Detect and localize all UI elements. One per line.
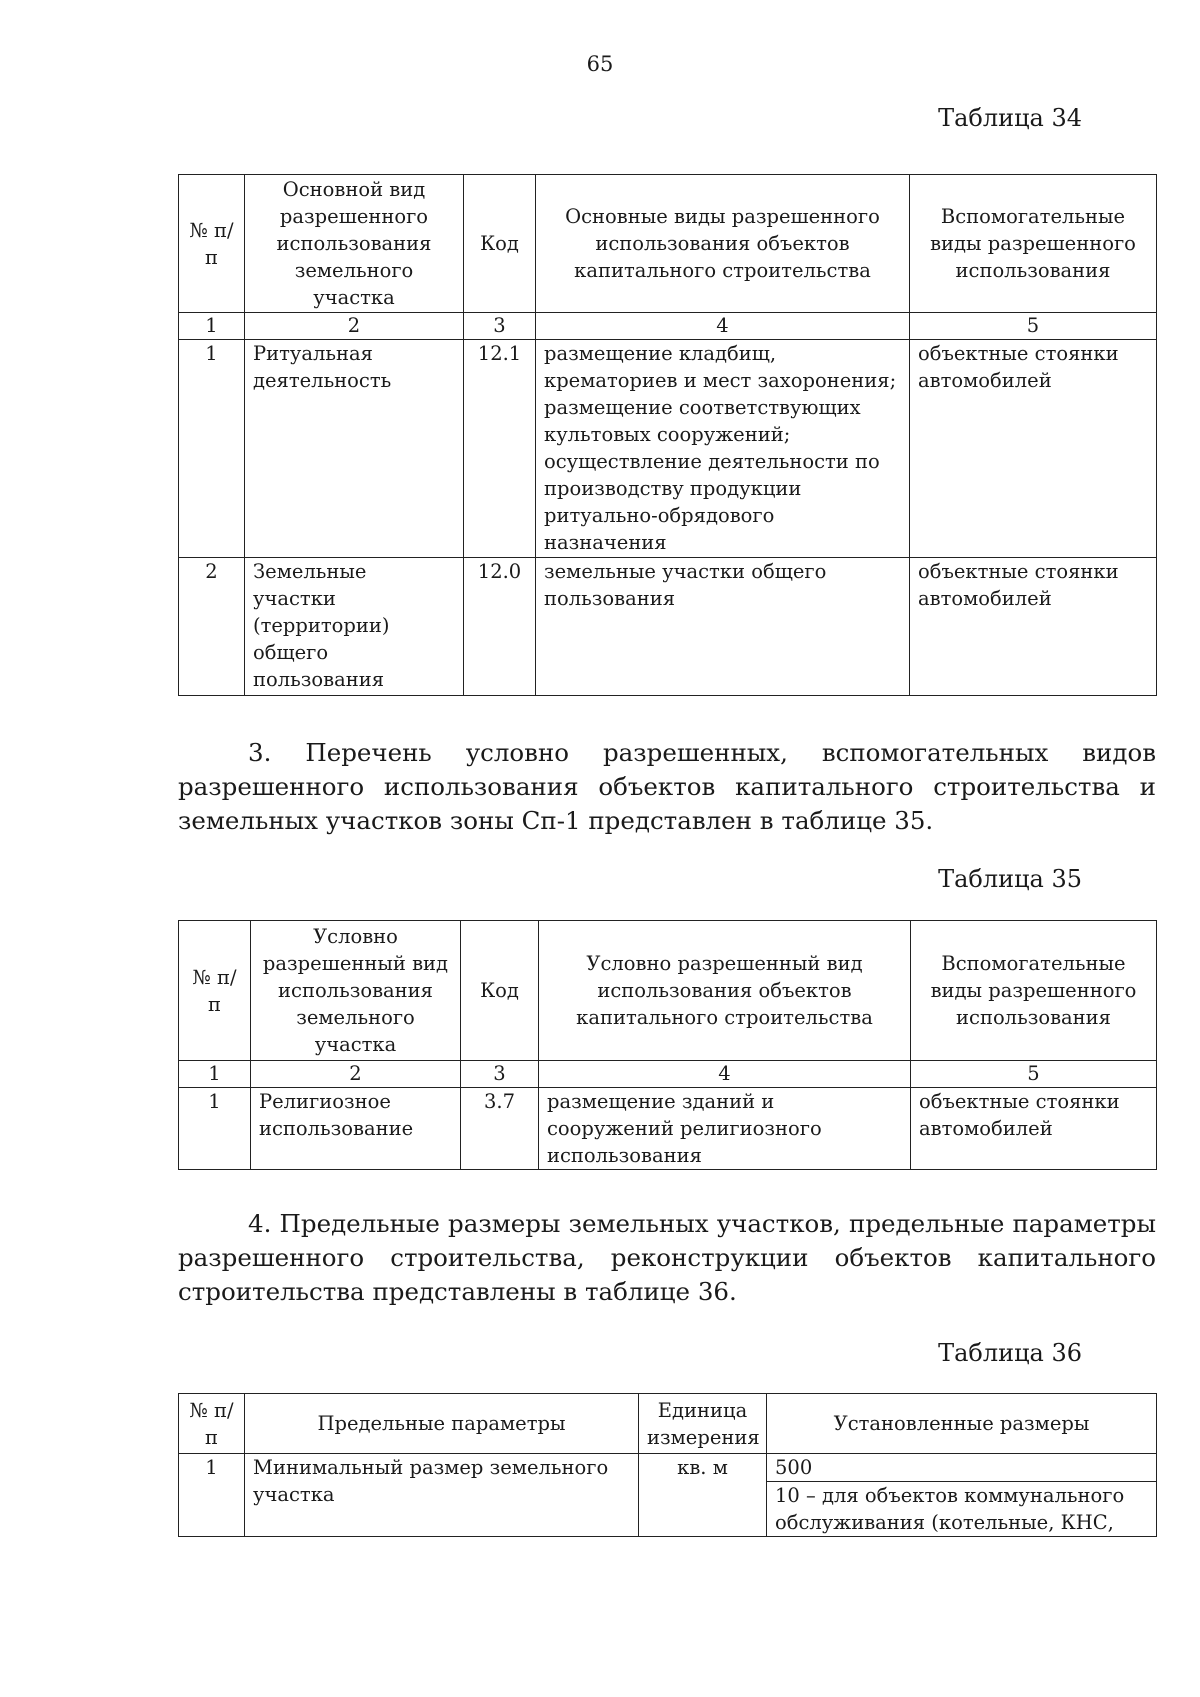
row-number: 1	[179, 1088, 251, 1170]
table-row	[179, 340, 1157, 558]
unit: кв. м	[639, 1454, 767, 1537]
table-row	[179, 1454, 1157, 1482]
land-use-kind: Земельные участки (территории) общего пользования	[245, 558, 464, 696]
header-auxiliary-use: Вспомогательные виды разрешенного использования	[910, 175, 1157, 313]
use-code: 12.1	[464, 340, 536, 558]
paragraph-3: 3. Перечень условно разрешенных, вспомогательных видов разрешенного использования объектов капитального строительства и земельных участков зоны Сп-1 представлен в таблице 35.	[178, 738, 1156, 835]
column-number: 4	[536, 313, 910, 340]
established-size: 500	[767, 1454, 1157, 1482]
header-land-use-kind: Основной вид разрешенного использования земельного участка	[245, 175, 464, 313]
column-number: 5	[910, 313, 1157, 340]
header-conditional-use: Условно разрешенный вид использования объектов капитального строительства	[539, 921, 911, 1061]
main-use: земельные участки общего пользования	[536, 558, 910, 696]
table-36-caption: Таблица 36	[938, 1339, 1082, 1367]
header-main-use: Основные виды разрешенного использования объектов капитального строительства	[536, 175, 910, 313]
column-number: 3	[464, 313, 536, 340]
column-number: 3	[461, 1061, 539, 1088]
limit-parameter: Минимальный размер земельного участка	[245, 1454, 639, 1537]
header-number: № п/п	[179, 1394, 245, 1454]
header-number: № п/п	[179, 175, 245, 313]
main-use: размещение кладбищ, крематориев и мест захоронения; размещение соответствующих культовых сооружений; осуществление деятельности по производству продукции ритуально-обрядового назначения	[536, 340, 910, 558]
table-35-caption: Таблица 35	[938, 865, 1082, 893]
column-number: 1	[179, 1061, 251, 1088]
column-number: 5	[911, 1061, 1157, 1088]
row-number: 2	[179, 558, 245, 696]
use-code: 12.0	[464, 558, 536, 696]
column-number: 2	[245, 313, 464, 340]
column-number: 4	[539, 1061, 911, 1088]
land-use-kind: Религиозное использование	[251, 1088, 461, 1170]
header-number: № п/п	[179, 921, 251, 1061]
header-auxiliary-use: Вспомогательные виды разрешенного использования	[911, 921, 1157, 1061]
header-conditional-land-use: Условно разрешенный вид использования земельного участка	[251, 921, 461, 1061]
header-unit: Единица измерения	[639, 1394, 767, 1454]
use-code: 3.7	[461, 1088, 539, 1170]
auxiliary-use: объектные стоянки автомобилей	[910, 340, 1157, 558]
table-34	[178, 174, 1157, 696]
table-34-caption: Таблица 34	[938, 104, 1082, 132]
conditional-use: размещение зданий и сооружений религиозного использования	[539, 1088, 911, 1170]
paragraph-4: 4. Предельные размеры земельных участков, предельные параметры разрешенного строительства, реконструкции объектов капитального строительства представлены в таблице 36.	[178, 1209, 1156, 1306]
table-36	[178, 1393, 1157, 1537]
column-number: 2	[251, 1061, 461, 1088]
table-row	[179, 1088, 1157, 1170]
column-number: 1	[179, 313, 245, 340]
row-number: 1	[179, 1454, 245, 1537]
table-35	[178, 920, 1157, 1170]
established-size: 10 – для объектов коммунального обслуживания (котельные, КНС,	[767, 1482, 1157, 1537]
auxiliary-use: объектные стоянки автомобилей	[910, 558, 1157, 696]
auxiliary-use: объектные стоянки автомобилей	[911, 1088, 1157, 1170]
header-code: Код	[464, 175, 536, 313]
table-row	[179, 558, 1157, 696]
header-code: Код	[461, 921, 539, 1061]
land-use-kind: Ритуальная деятельность	[245, 340, 464, 558]
page-number: 65	[586, 52, 614, 76]
header-limit-parameters: Предельные параметры	[245, 1394, 639, 1454]
header-established-sizes: Установленные размеры	[767, 1394, 1157, 1454]
row-number: 1	[179, 340, 245, 558]
